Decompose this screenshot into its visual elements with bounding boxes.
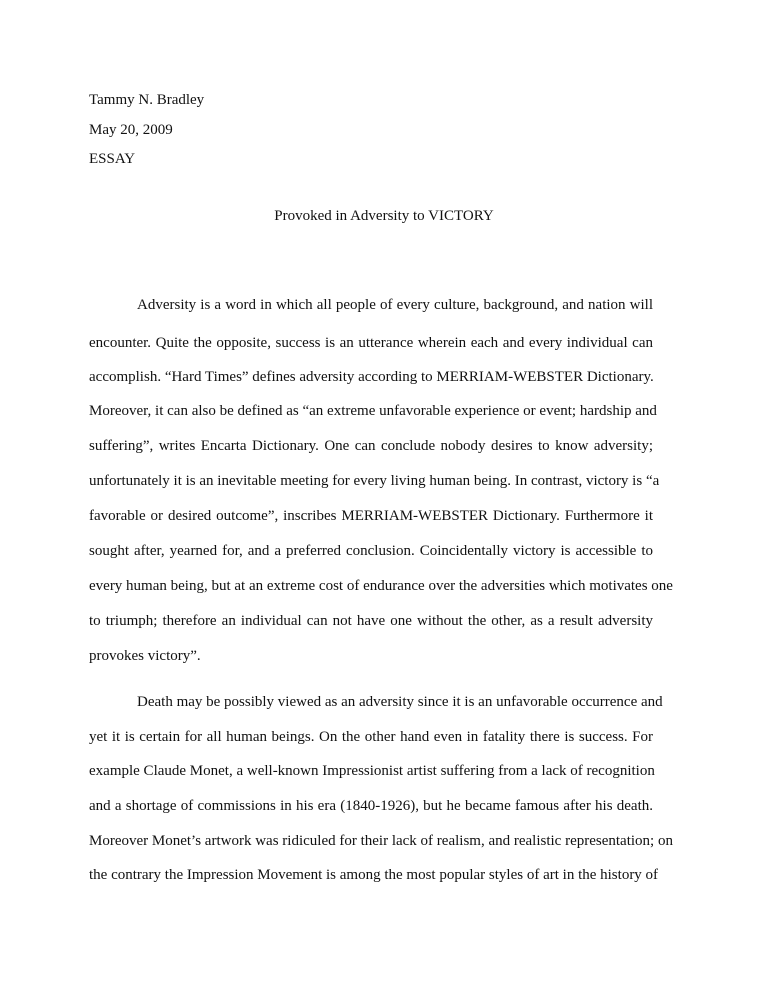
paragraph-line: Moreover Monet’s artwork was ridiculed for their lack of realism, and realistic representation; on — [89, 833, 673, 849]
paragraph-line: the contrary the Impression Movement is among the most popular styles of art in the history of — [89, 867, 659, 883]
paragraph-line: yet it is certain for all human beings. On the other hand even in fatality there is success. For — [89, 729, 653, 745]
paragraph-line: Death may be possibly viewed as an adversity since it is an unfavorable occurrence and — [137, 694, 663, 710]
paragraph-line: accomplish. “Hard Times” defines adversity according to MERRIAM-WEBSTER Dictionary. — [89, 369, 654, 385]
paragraph-line: unfortunately it is an inevitable meeting for every living human being. In contrast, victory is “a — [89, 473, 660, 489]
paragraph-line: provokes victory”. — [89, 648, 201, 664]
essay-date: May 20, 2009 — [89, 122, 173, 138]
document-type: ESSAY — [89, 151, 136, 167]
paragraph-line: Moreover, it can also be defined as “an extreme unfavorable experience or event; hardship and — [89, 403, 657, 419]
paragraph-line: favorable or desired outcome”, inscribes MERRIAM-WEBSTER Dictionary. Furthermore it — [89, 508, 653, 524]
paragraph-line: example Claude Monet, a well-known Impressionist artist suffering from a lack of recognition — [89, 763, 655, 779]
paragraph-line: and a shortage of commissions in his era (1840-1926), but he became famous after his death. — [89, 798, 653, 814]
paragraph-line: suffering”, writes Encarta Dictionary. One can conclude nobody desires to know adversity; — [89, 438, 653, 454]
paragraph-line: encounter. Quite the opposite, success is an utterance wherein each and every individual can — [89, 335, 653, 351]
paragraph-line: every human being, but at an extreme cost of endurance over the adversities which motivates one — [89, 578, 673, 594]
essay-title: Provoked in Adversity to VICTORY — [274, 208, 494, 224]
author-name: Tammy N. Bradley — [89, 92, 205, 108]
paragraph-line: Adversity is a word in which all people of every culture, background, and nation will — [137, 297, 653, 313]
paragraph-line: sought after, yearned for, and a preferred conclusion. Coincidentally victory is accessible to — [89, 543, 653, 559]
paragraph-line: to triumph; therefore an individual can not have one without the other, as a result adversity — [89, 613, 653, 629]
